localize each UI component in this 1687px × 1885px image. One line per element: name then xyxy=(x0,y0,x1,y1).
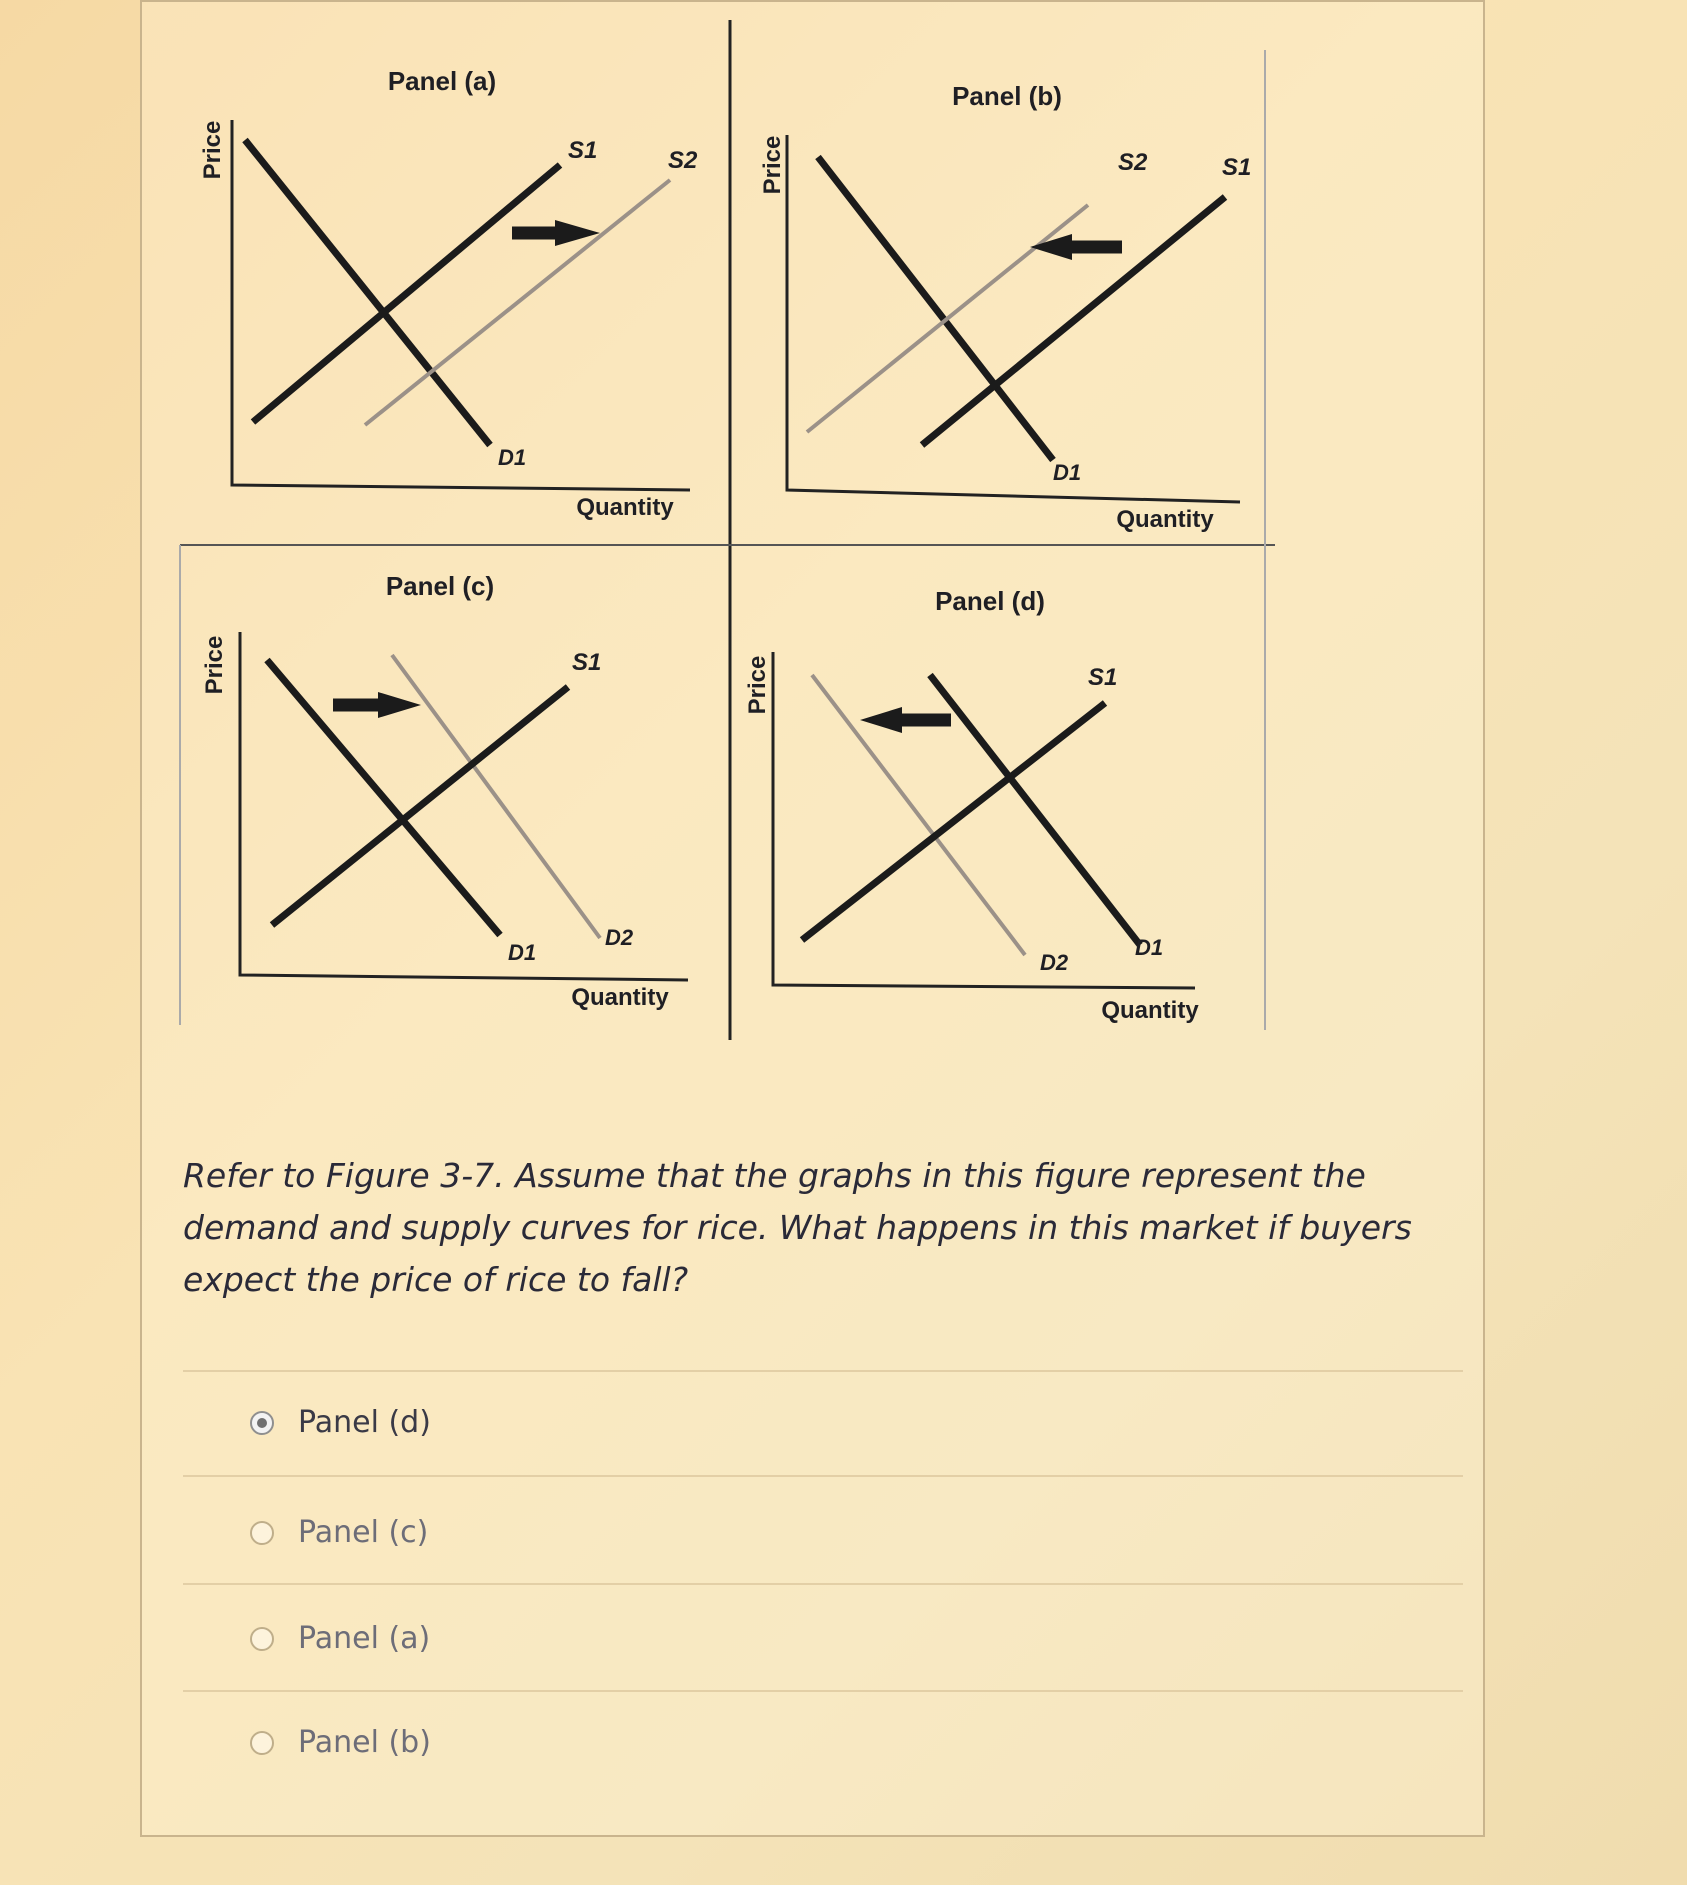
panel-a-s1-label: S1 xyxy=(568,137,598,164)
panel-d-supply-s1 xyxy=(802,703,1105,940)
panel-a-title: Panel (a) xyxy=(387,66,497,96)
panel-c-d2-label: D2 xyxy=(605,925,634,950)
question-text: Refer to Figure 3-7. Assume that the graphs in this figure represent the demand and supply curves for rice. What happens in this market if buyers expect the price of rice to fall? xyxy=(183,1156,1412,1299)
panel-c-price-label: Price xyxy=(201,635,228,695)
panel-b-d1-label: D1 xyxy=(1053,460,1082,485)
panel-b-demand-d1 xyxy=(818,157,1053,460)
panel-a-quantity-label: Quantity xyxy=(576,494,674,521)
panel-c-d1-label: D1 xyxy=(508,940,537,965)
divider xyxy=(183,1475,1463,1477)
panel-b-shift-arrow xyxy=(1030,234,1122,260)
option-label: Panel (b) xyxy=(298,1725,431,1760)
option-panel-c[interactable] xyxy=(250,1515,428,1550)
option-label: Panel (c) xyxy=(298,1515,429,1550)
option-panel-b[interactable] xyxy=(250,1725,431,1760)
panel-b-supply-s2 xyxy=(807,205,1088,432)
panel-b-quantity-label: Quantity xyxy=(1116,506,1214,533)
panel-d-demand-d1 xyxy=(930,675,1140,945)
panel-d-quantity-label: Quantity xyxy=(1101,997,1199,1024)
divider xyxy=(183,1370,1463,1372)
panel-b xyxy=(759,81,1251,533)
panel-c-title: Panel (c) xyxy=(385,571,495,601)
panel-a-s2-label: S2 xyxy=(668,147,698,174)
panel-a-price-label: Price xyxy=(199,120,226,180)
panel-d-d2-label: D2 xyxy=(1040,950,1069,975)
panel-b-price-label: Price xyxy=(759,135,786,195)
option-label: Panel (a) xyxy=(298,1621,431,1656)
divider xyxy=(183,1583,1463,1585)
radio-selected[interactable] xyxy=(250,1411,274,1435)
panel-a xyxy=(199,66,698,521)
panel-b-s1-label: S1 xyxy=(1222,154,1252,181)
figure-3-7 xyxy=(170,20,1290,1040)
panel-a-d1-label: D1 xyxy=(498,445,527,470)
panel-b-axes xyxy=(787,135,1240,502)
divider xyxy=(183,1690,1463,1692)
panel-a-shift-arrow xyxy=(512,220,600,246)
radio-unselected[interactable] xyxy=(250,1521,274,1545)
panel-a-supply-s2 xyxy=(365,180,670,425)
radio-unselected[interactable] xyxy=(250,1627,274,1651)
panel-d-title: Panel (d) xyxy=(935,586,1045,616)
panel-d-s1-label: S1 xyxy=(1088,664,1118,691)
panel-c-shift-arrow xyxy=(333,692,421,718)
panel-d-shift-arrow xyxy=(860,707,951,733)
panel-a-axes xyxy=(232,120,690,490)
panel-d xyxy=(744,586,1199,1024)
panel-c xyxy=(201,571,688,1011)
radio-unselected[interactable] xyxy=(250,1731,274,1755)
panel-c-quantity-label: Quantity xyxy=(571,984,669,1011)
option-label: Panel (d) xyxy=(298,1405,431,1440)
panel-b-supply-s1 xyxy=(922,197,1225,445)
panel-b-s2-label: S2 xyxy=(1118,149,1148,176)
option-panel-d[interactable] xyxy=(250,1405,431,1440)
panel-b-title: Panel (b) xyxy=(952,81,1062,111)
option-panel-a[interactable] xyxy=(250,1621,430,1656)
panel-d-price-label: Price xyxy=(744,655,771,715)
panel-c-s1-label: S1 xyxy=(572,649,602,676)
panel-d-d1-label: D1 xyxy=(1135,935,1164,960)
panel-c-demand-d2 xyxy=(392,655,600,938)
